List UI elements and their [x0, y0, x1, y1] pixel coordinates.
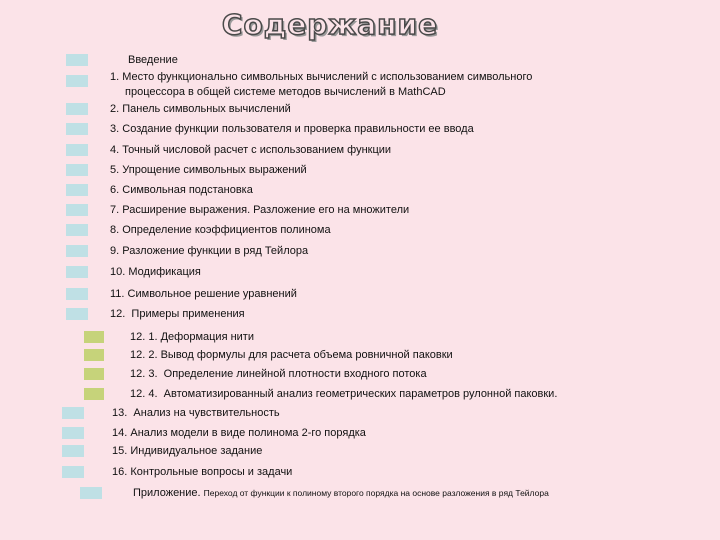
bullet-square [66, 164, 88, 176]
bullet-square [62, 427, 84, 439]
bullet-square [84, 349, 104, 361]
item-label: 15. Индивидуальное задание [112, 445, 263, 457]
toc-item-9[interactable] [0, 243, 720, 259]
toc-subitem-12-4[interactable] [0, 386, 720, 402]
bullet-square [80, 487, 102, 499]
item-label: 2. Панель символьных вычислений [110, 103, 291, 115]
bullet-square [84, 388, 104, 400]
bullet-square [66, 224, 88, 236]
bullet-square [66, 75, 88, 87]
toc-item-13[interactable] [0, 405, 720, 421]
bullet-square [66, 308, 88, 320]
toc-item-2[interactable] [0, 101, 720, 117]
item-label: 4. Точный числовой расчет с использованием функции [110, 144, 392, 156]
toc-item-8[interactable] [0, 222, 720, 238]
subitem-label: 12. 2. Вывод формулы для расчета объема ровничной паковки [130, 349, 453, 361]
item-label: 9. Разложение функции в ряд Тейлора [110, 245, 309, 257]
toc-subitem-12-2[interactable] [0, 347, 720, 363]
bullet-square [66, 54, 88, 66]
appendix-label: Приложение. Переход от функции к полиному второго порядка на основе разложения в ряд Тейлора [133, 487, 549, 499]
toc-item-11[interactable] [0, 286, 720, 302]
item-label: 12. Примеры применения [110, 308, 245, 320]
toc-subitem-12-1[interactable] [0, 329, 720, 345]
item-label: 10. Модификация [110, 266, 201, 278]
toc-subitem-12-3[interactable] [0, 366, 720, 382]
item-label: 7. Расширение выражения. Разложение его на множители [110, 204, 410, 216]
item-label: 11. Символьное решение уравнений [110, 288, 297, 300]
toc-intro[interactable] [0, 52, 720, 68]
item-label: 16. Контрольные вопросы и задачи [112, 466, 293, 478]
item-label: 8. Определение коэффициентов полинома [110, 224, 331, 236]
toc-item-3[interactable] [0, 121, 720, 137]
intro-label: Введение [128, 54, 178, 66]
toc-item-15[interactable] [0, 443, 720, 459]
toc-item-14[interactable] [0, 425, 720, 441]
bullet-square [66, 103, 88, 115]
bullet-square [66, 288, 88, 300]
bullet-square [66, 204, 88, 216]
bullet-square [62, 407, 84, 419]
item-label: 6. Символьная подстановка [110, 184, 253, 196]
item-1-line-2: процессора в общей системе методов вычислений в MathCAD [125, 86, 446, 98]
subitem-label: 12. 4. Автоматизированный анализ геометрических параметров рулонной паковки. [130, 388, 558, 400]
item-label: 3. Создание функции пользователя и проверка правильности ее ввода [110, 123, 474, 135]
toc-item-10[interactable] [0, 264, 720, 280]
subitem-label: 12. 1. Деформация нити [130, 331, 254, 343]
toc-item-6[interactable] [0, 182, 720, 198]
toc-item-16[interactable] [0, 464, 720, 480]
toc-item-7[interactable] [0, 202, 720, 218]
toc-item-5[interactable] [0, 162, 720, 178]
item-label: 13. Анализ на чувствительность [112, 407, 280, 419]
page-title: Содержание [221, 8, 439, 41]
bullet-square [62, 466, 84, 478]
bullet-square [84, 331, 104, 343]
bullet-square [62, 445, 84, 457]
subitem-label: 12. 3. Определение линейной плотности входного потока [130, 368, 427, 380]
item-label: 14. Анализ модели в виде полинома 2-го порядка [112, 427, 366, 439]
toc-item-1[interactable] [0, 69, 720, 101]
bullet-square [66, 123, 88, 135]
bullet-square [84, 368, 104, 380]
bullet-square [66, 184, 88, 196]
toc-item-4[interactable] [0, 142, 720, 158]
bullet-square [66, 245, 88, 257]
item-label: 5. Упрощение символьных выражений [110, 164, 307, 176]
toc-appendix[interactable] [0, 485, 720, 501]
toc-item-12[interactable] [0, 306, 720, 322]
bullet-square [66, 266, 88, 278]
item-1-line-1: 1. Место функционально символьных вычислений с использованием символьного [110, 71, 533, 83]
bullet-square [66, 144, 88, 156]
